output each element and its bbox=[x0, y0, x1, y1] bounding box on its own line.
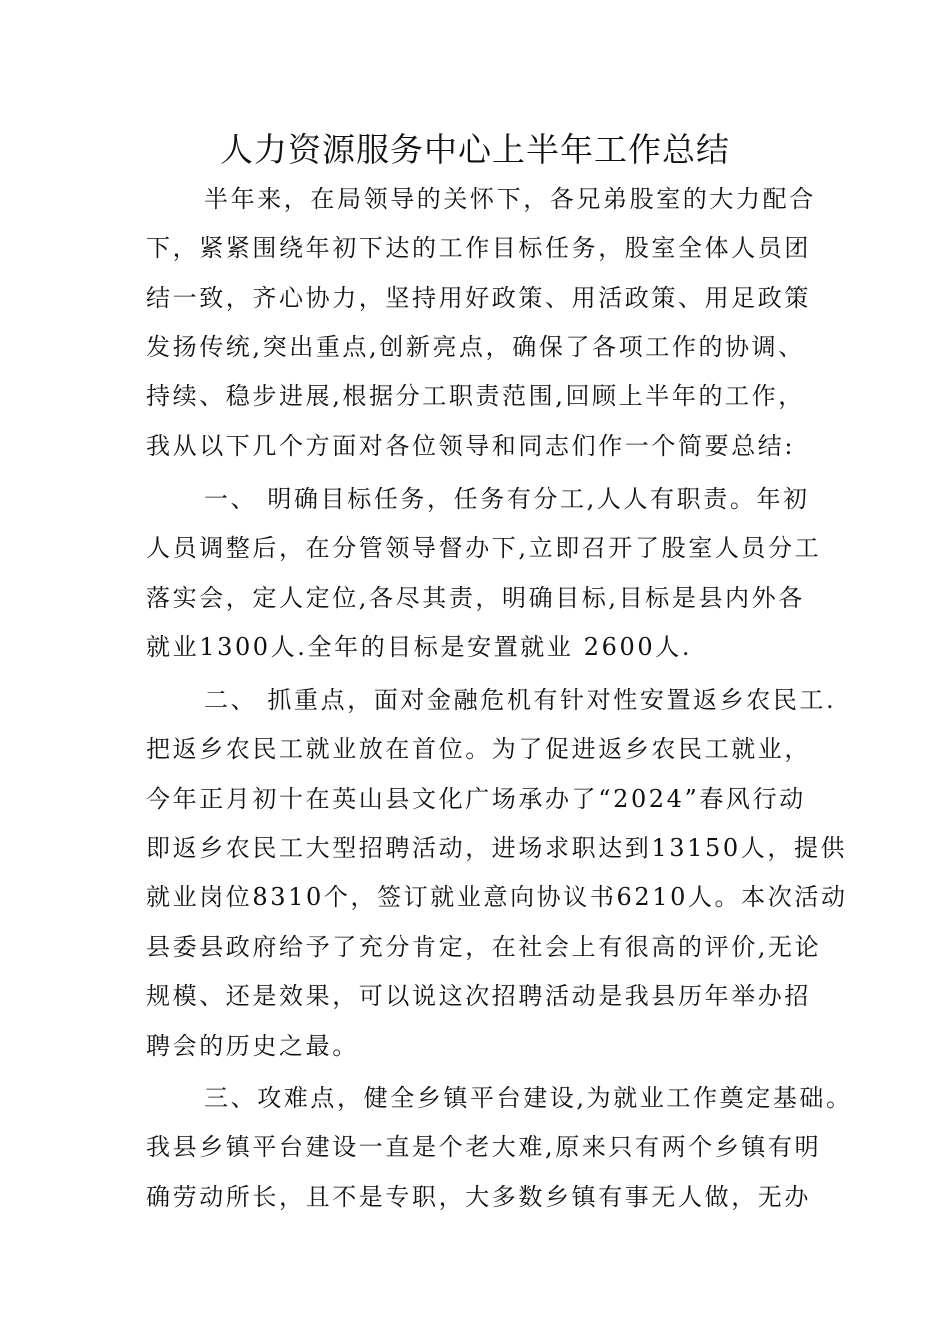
paragraph-line: 规模、还是效果，可以说这次招聘活动是我县历年举办招 bbox=[146, 982, 811, 1010]
section-heading-line: 二、 抓重点，面对金融危机有针对性安置返乡农民工. bbox=[204, 686, 837, 714]
paragraph-line: 今年正月初十在英山县文化广场承办了“2024”春风行动 bbox=[146, 785, 806, 813]
paragraph-line: 发扬传统,突出重点,创新亮点，确保了各项工作的协调、 bbox=[146, 333, 805, 361]
paragraph-line: 确劳动所长，且不是专职，大多数乡镇有事无人做，无办 bbox=[146, 1183, 811, 1211]
paragraph-line: 我县乡镇平台建设一直是个老大难,原来只有两个乡镇有明 bbox=[146, 1133, 822, 1161]
paragraph-line: 就业岗位8310个，签订就业意向协议书6210人。本次活动 bbox=[146, 883, 848, 911]
paragraph-line: 县委县政府给予了充分肯定，在社会上有很高的评价,无论 bbox=[146, 933, 822, 961]
paragraph-line: 把返乡农民工就业放在首位。为了促进返乡农民工就业， bbox=[146, 735, 811, 763]
paragraph-line: 结一致，齐心协力，坚持用好政策、用活政策、用足政策 bbox=[146, 284, 811, 312]
section-heading-line: 一、 明确目标任务，任务有分工,人人有职责。年初 bbox=[204, 485, 810, 513]
paragraph-line: 人员调整后，在分管领导督办下,立即召开了股室人员分工 bbox=[146, 534, 822, 562]
paragraph-line: 下，紧紧围绕年初下达的工作目标任务，股室全体人员团 bbox=[146, 234, 811, 262]
document-title: 人力资源服务中心上半年工作总结 bbox=[220, 130, 730, 169]
paragraph-line: 就业1300人.全年的目标是安置就业 2600人. bbox=[146, 633, 693, 661]
paragraph-line: 我从以下几个方面对各位领导和同志们作一个简要总结: bbox=[146, 432, 796, 460]
paragraph-line: 聘会的历史之最。 bbox=[146, 1032, 359, 1060]
paragraph-line: 落实会，定人定位,各尽其责，明确目标,目标是县内外各 bbox=[146, 584, 805, 612]
paragraph-line: 即返乡农民工大型招聘活动，进场求职达到13150人，提供 bbox=[146, 834, 848, 862]
paragraph-line: 持续、稳步进展,根据分工职责范围,回顾上半年的工作， bbox=[146, 382, 805, 410]
section-heading-line: 三、攻难点，健全乡镇平台建设,为就业工作奠定基础。 bbox=[204, 1084, 853, 1112]
paragraph-line: 半年来，在局领导的关怀下，各兄弟股室的大力配合 bbox=[204, 185, 816, 213]
